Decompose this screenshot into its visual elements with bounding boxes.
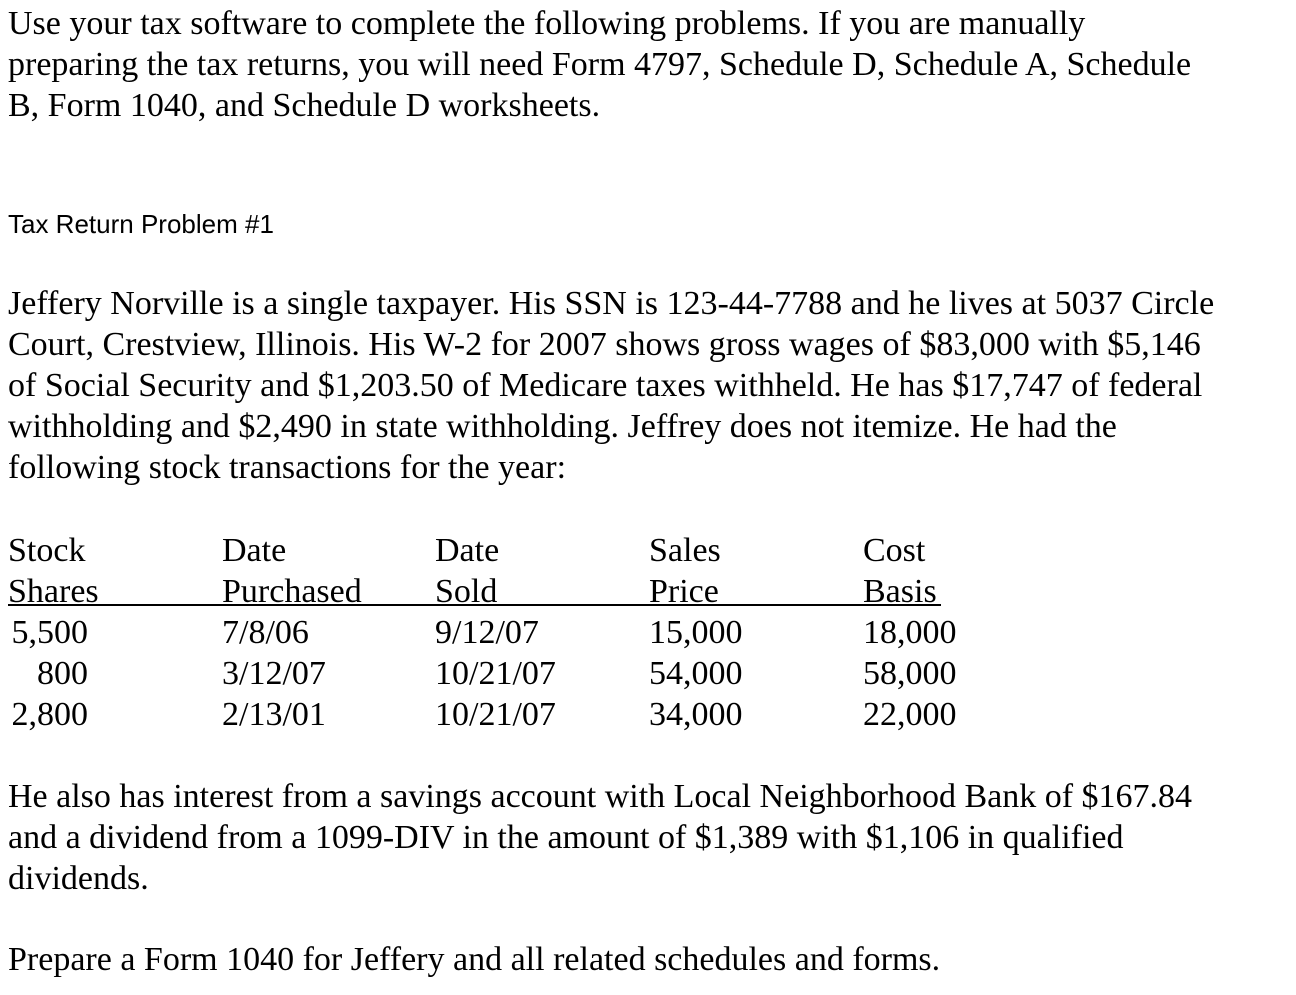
date-sold-cell: 10/21/07 [435,696,556,733]
header-stock: Stock [8,532,86,569]
header-price: Price [649,573,719,610]
interest-line: dividends. [8,860,149,897]
table-header-row-top [8,530,1008,571]
interest-line: He also has interest from a savings account with Local Neighborhood Bank of $167.84 [8,778,1193,815]
description-line: withholding and $2,490 in state withholding. Jeffrey does not itemize. He had the [8,408,1117,445]
intro-line: Use your tax software to complete the following problems. If you are manually [8,5,1086,42]
header-shares: Shares [8,573,99,610]
description-line: Jeffery Norville is a single taxpayer. His SSN is 123-44-7788 and he lives at 5037 Circle [8,285,1215,322]
header-date-sold-top: Date [435,532,500,569]
problem-description [8,283,1214,488]
header-basis: Basis [863,573,937,610]
description-line: following stock transactions for the year: [8,449,567,486]
shares-cell: 5,500 [11,614,88,651]
interest-dividend-paragraph [8,776,1192,899]
table-row [8,612,1008,653]
cost-basis-cell: 58,000 [863,655,957,692]
problem-heading: Tax Return Problem #1 [8,209,274,239]
header-sales-top: Sales [649,532,721,569]
intro-line: B, Form 1040, and Schedule D worksheets. [8,87,601,124]
cost-basis-cell: 18,000 [863,614,957,651]
header-cost-top: Cost [863,532,926,569]
intro-paragraph [8,3,1191,126]
cost-basis-cell: 22,000 [863,696,957,733]
description-line: Court, Crestview, Illinois. His W-2 for 2007 shows gross wages of $83,000 with $5,146 [8,326,1201,363]
header-purchased: Purchased [222,573,362,610]
date-purchased-cell: 7/8/06 [222,614,309,651]
sales-price-cell: 34,000 [649,696,743,733]
sales-price-cell: 15,000 [649,614,743,651]
header-date-purchased-top: Date [222,532,287,569]
sales-price-cell: 54,000 [649,655,743,692]
date-sold-cell: 9/12/07 [435,614,539,651]
shares-cell: 2,800 [11,696,88,733]
description-line: of Social Security and $1,203.50 of Medicare taxes withheld. He has $17,747 of federal [8,367,1203,404]
table-row [8,694,1008,735]
date-purchased-cell: 3/12/07 [222,655,326,692]
date-sold-cell: 10/21/07 [435,655,556,692]
stock-transactions-table [8,530,1008,735]
header-sold: Sold [435,573,498,610]
table-row [8,653,1008,694]
date-purchased-cell: 2/13/01 [222,696,326,733]
shares-cell: 800 [37,655,88,692]
header-underline [8,604,941,606]
interest-line: and a dividend from a 1099-DIV in the amount of $1,389 with $1,106 in qualified [8,819,1124,856]
instruction-paragraph: Prepare a Form 1040 for Jeffery and all related schedules and forms. [8,941,941,978]
intro-line: preparing the tax returns, you will need Form 4797, Schedule D, Schedule A, Schedule [8,46,1192,83]
